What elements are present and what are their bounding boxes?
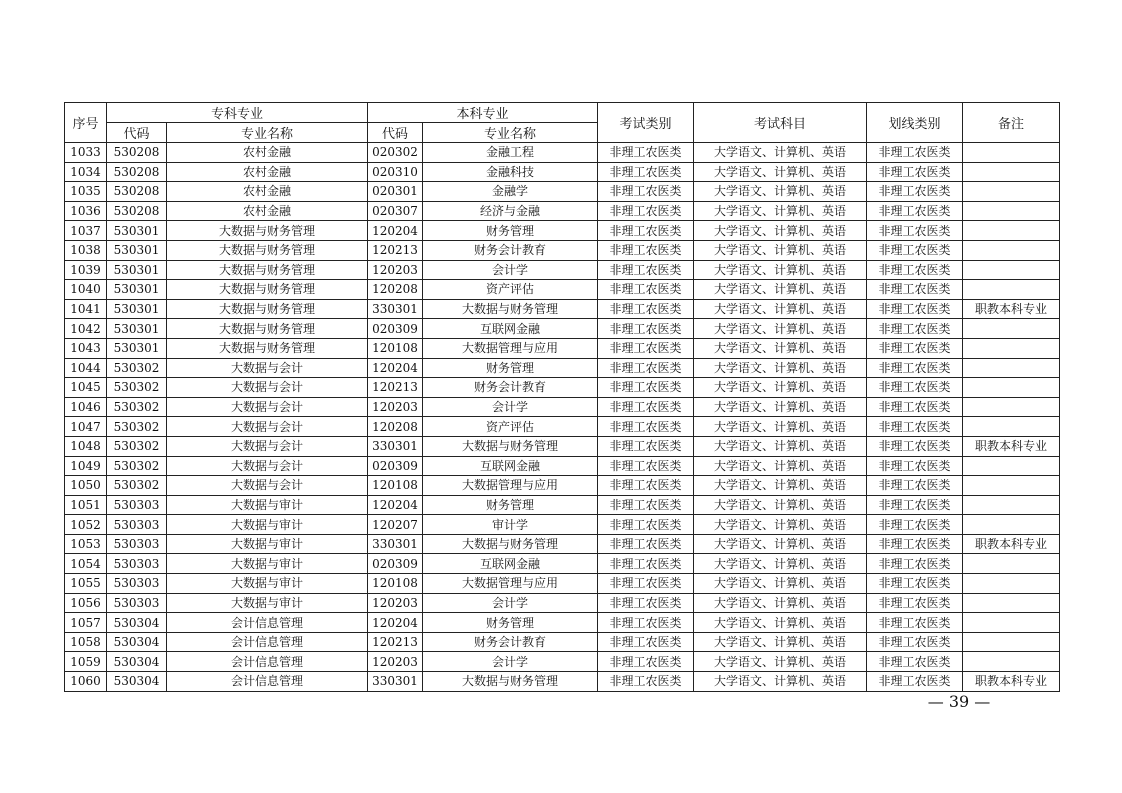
cell-remark — [963, 240, 1060, 260]
cell-zhuanke-name: 农村金融 — [167, 182, 368, 202]
cell-benke-code: 020309 — [368, 319, 423, 339]
cell-exam-subjects: 大学语文、计算机、英语 — [694, 417, 867, 437]
cell-benke-name: 会计学 — [423, 593, 598, 613]
cell-exam-subjects: 大学语文、计算机、英语 — [694, 476, 867, 496]
cell-seq: 1038 — [65, 240, 107, 260]
cell-exam-subjects: 大学语文、计算机、英语 — [694, 221, 867, 241]
cell-line-type: 非理工农医类 — [867, 613, 963, 633]
cell-line-type: 非理工农医类 — [867, 143, 963, 163]
cell-benke-name: 互联网金融 — [423, 319, 598, 339]
cell-seq: 1044 — [65, 358, 107, 378]
table-row — [65, 182, 1060, 202]
cell-zhuanke-code: 530304 — [107, 632, 167, 652]
cell-line-type: 非理工农医类 — [867, 495, 963, 515]
cell-benke-name: 大数据管理与应用 — [423, 476, 598, 496]
cell-exam-type: 非理工农医类 — [598, 534, 694, 554]
cell-benke-code: 120204 — [368, 358, 423, 378]
cell-seq: 1046 — [65, 397, 107, 417]
cell-zhuanke-code: 530304 — [107, 672, 167, 692]
cell-exam-type: 非理工农医类 — [598, 456, 694, 476]
header-remark: 备注 — [963, 103, 1060, 143]
table-row — [65, 436, 1060, 456]
cell-exam-type: 非理工农医类 — [598, 358, 694, 378]
cell-benke-name: 财务管理 — [423, 358, 598, 378]
cell-zhuanke-name: 大数据与审计 — [167, 593, 368, 613]
cell-zhuanke-name: 大数据与会计 — [167, 378, 368, 398]
cell-seq: 1058 — [65, 632, 107, 652]
cell-benke-name: 财务管理 — [423, 495, 598, 515]
cell-remark — [963, 319, 1060, 339]
table-row — [65, 574, 1060, 594]
table-row — [65, 162, 1060, 182]
cell-zhuanke-code: 530208 — [107, 182, 167, 202]
cell-line-type: 非理工农医类 — [867, 221, 963, 241]
cell-exam-subjects: 大学语文、计算机、英语 — [694, 162, 867, 182]
cell-exam-type: 非理工农医类 — [598, 476, 694, 496]
cell-exam-subjects: 大学语文、计算机、英语 — [694, 143, 867, 163]
cell-benke-name: 会计学 — [423, 397, 598, 417]
table-row — [65, 476, 1060, 496]
cell-zhuanke-name: 大数据与审计 — [167, 534, 368, 554]
cell-exam-type: 非理工农医类 — [598, 515, 694, 535]
table-row — [65, 378, 1060, 398]
cell-zhuanke-code: 530303 — [107, 534, 167, 554]
cell-exam-subjects: 大学语文、计算机、英语 — [694, 534, 867, 554]
cell-benke-name: 财务管理 — [423, 221, 598, 241]
cell-benke-name: 大数据管理与应用 — [423, 338, 598, 358]
cell-remark — [963, 417, 1060, 437]
cell-benke-code: 120108 — [368, 476, 423, 496]
cell-zhuanke-code: 530302 — [107, 358, 167, 378]
cell-remark — [963, 574, 1060, 594]
cell-zhuanke-code: 530303 — [107, 515, 167, 535]
cell-remark — [963, 358, 1060, 378]
cell-exam-type: 非理工农医类 — [598, 162, 694, 182]
cell-exam-type: 非理工农医类 — [598, 182, 694, 202]
cell-benke-name: 会计学 — [423, 652, 598, 672]
cell-exam-subjects: 大学语文、计算机、英语 — [694, 436, 867, 456]
cell-benke-name: 资产评估 — [423, 280, 598, 300]
cell-line-type: 非理工农医类 — [867, 397, 963, 417]
cell-seq: 1049 — [65, 456, 107, 476]
cell-benke-name: 财务会计教育 — [423, 632, 598, 652]
cell-benke-name: 财务管理 — [423, 613, 598, 633]
cell-exam-type: 非理工农医类 — [598, 417, 694, 437]
cell-zhuanke-name: 大数据与会计 — [167, 436, 368, 456]
header-benke-code: 代码 — [368, 123, 423, 143]
cell-seq: 1040 — [65, 280, 107, 300]
cell-exam-type: 非理工农医类 — [598, 613, 694, 633]
cell-benke-code: 120213 — [368, 378, 423, 398]
cell-exam-type: 非理工农医类 — [598, 495, 694, 515]
page-number: — 39 — — [927, 692, 991, 711]
cell-seq: 1057 — [65, 613, 107, 633]
cell-seq: 1035 — [65, 182, 107, 202]
cell-line-type: 非理工农医类 — [867, 201, 963, 221]
cell-remark — [963, 554, 1060, 574]
cell-exam-subjects: 大学语文、计算机、英语 — [694, 652, 867, 672]
cell-benke-code: 120213 — [368, 632, 423, 652]
cell-line-type: 非理工农医类 — [867, 476, 963, 496]
cell-zhuanke-code: 530301 — [107, 280, 167, 300]
header-benke: 本科专业 — [368, 103, 598, 123]
table-row — [65, 632, 1060, 652]
cell-benke-code: 120204 — [368, 221, 423, 241]
cell-zhuanke-code: 530301 — [107, 240, 167, 260]
cell-exam-type: 非理工农医类 — [598, 378, 694, 398]
cell-exam-type: 非理工农医类 — [598, 652, 694, 672]
cell-remark — [963, 221, 1060, 241]
cell-exam-type: 非理工农医类 — [598, 260, 694, 280]
cell-exam-subjects: 大学语文、计算机、英语 — [694, 240, 867, 260]
cell-seq: 1050 — [65, 476, 107, 496]
cell-exam-subjects: 大学语文、计算机、英语 — [694, 201, 867, 221]
cell-benke-name: 互联网金融 — [423, 554, 598, 574]
cell-zhuanke-name: 农村金融 — [167, 201, 368, 221]
cell-benke-name: 财务会计教育 — [423, 240, 598, 260]
cell-remark — [963, 162, 1060, 182]
cell-benke-code: 330301 — [368, 299, 423, 319]
table-row — [65, 358, 1060, 378]
table-row — [65, 280, 1060, 300]
cell-exam-type: 非理工农医类 — [598, 397, 694, 417]
cell-remark — [963, 378, 1060, 398]
cell-benke-code: 120108 — [368, 574, 423, 594]
cell-line-type: 非理工农医类 — [867, 534, 963, 554]
cell-benke-name: 大数据与财务管理 — [423, 534, 598, 554]
cell-exam-type: 非理工农医类 — [598, 143, 694, 163]
cell-seq: 1052 — [65, 515, 107, 535]
cell-line-type: 非理工农医类 — [867, 417, 963, 437]
cell-exam-type: 非理工农医类 — [598, 280, 694, 300]
table-row — [65, 652, 1060, 672]
cell-benke-code: 120204 — [368, 495, 423, 515]
cell-line-type: 非理工农医类 — [867, 358, 963, 378]
cell-remark — [963, 652, 1060, 672]
cell-line-type: 非理工农医类 — [867, 319, 963, 339]
cell-benke-name: 财务会计教育 — [423, 378, 598, 398]
cell-zhuanke-name: 会计信息管理 — [167, 632, 368, 652]
cell-remark — [963, 338, 1060, 358]
cell-benke-name: 大数据与财务管理 — [423, 672, 598, 692]
cell-remark — [963, 632, 1060, 652]
cell-zhuanke-name: 大数据与会计 — [167, 476, 368, 496]
cell-zhuanke-name: 大数据与审计 — [167, 574, 368, 594]
cell-zhuanke-name: 大数据与财务管理 — [167, 299, 368, 319]
cell-line-type: 非理工农医类 — [867, 574, 963, 594]
cell-zhuanke-code: 530301 — [107, 299, 167, 319]
cell-exam-type: 非理工农医类 — [598, 319, 694, 339]
cell-zhuanke-code: 530301 — [107, 260, 167, 280]
table-row — [65, 495, 1060, 515]
cell-exam-type: 非理工农医类 — [598, 632, 694, 652]
cell-benke-code: 020302 — [368, 143, 423, 163]
cell-exam-type: 非理工农医类 — [598, 672, 694, 692]
cell-zhuanke-code: 530302 — [107, 417, 167, 437]
cell-zhuanke-name: 大数据与财务管理 — [167, 240, 368, 260]
cell-zhuanke-code: 530208 — [107, 143, 167, 163]
cell-exam-subjects: 大学语文、计算机、英语 — [694, 593, 867, 613]
cell-benke-name: 金融工程 — [423, 143, 598, 163]
table-row — [65, 456, 1060, 476]
cell-seq: 1041 — [65, 299, 107, 319]
cell-zhuanke-name: 大数据与会计 — [167, 358, 368, 378]
cell-seq: 1059 — [65, 652, 107, 672]
cell-seq: 1053 — [65, 534, 107, 554]
table-row — [65, 338, 1060, 358]
cell-zhuanke-code: 530304 — [107, 652, 167, 672]
cell-remark: 职教本科专业 — [963, 534, 1060, 554]
cell-zhuanke-name: 大数据与会计 — [167, 397, 368, 417]
cell-exam-subjects: 大学语文、计算机、英语 — [694, 456, 867, 476]
cell-line-type: 非理工农医类 — [867, 240, 963, 260]
cell-seq: 1060 — [65, 672, 107, 692]
table-row — [65, 534, 1060, 554]
cell-remark: 职教本科专业 — [963, 436, 1060, 456]
cell-benke-code: 120203 — [368, 260, 423, 280]
cell-zhuanke-name: 农村金融 — [167, 143, 368, 163]
cell-zhuanke-name: 农村金融 — [167, 162, 368, 182]
cell-seq: 1039 — [65, 260, 107, 280]
header-zhuanke-name: 专业名称 — [167, 123, 368, 143]
cell-zhuanke-name: 大数据与审计 — [167, 495, 368, 515]
cell-seq: 1051 — [65, 495, 107, 515]
table-row — [65, 240, 1060, 260]
cell-exam-subjects: 大学语文、计算机、英语 — [694, 515, 867, 535]
table-header — [65, 103, 1060, 143]
cell-remark — [963, 515, 1060, 535]
header-zhuanke-code: 代码 — [107, 123, 167, 143]
cell-benke-name: 金融学 — [423, 182, 598, 202]
cell-zhuanke-name: 大数据与财务管理 — [167, 260, 368, 280]
cell-exam-subjects: 大学语文、计算机、英语 — [694, 397, 867, 417]
table-row — [65, 554, 1060, 574]
major-table — [64, 102, 1060, 692]
cell-zhuanke-code: 530304 — [107, 613, 167, 633]
cell-remark: 职教本科专业 — [963, 672, 1060, 692]
cell-benke-code: 330301 — [368, 672, 423, 692]
cell-zhuanke-code: 530208 — [107, 201, 167, 221]
cell-benke-code: 120208 — [368, 417, 423, 437]
cell-benke-code: 120207 — [368, 515, 423, 535]
cell-seq: 1043 — [65, 338, 107, 358]
cell-remark — [963, 613, 1060, 633]
cell-zhuanke-code: 530303 — [107, 593, 167, 613]
cell-exam-type: 非理工农医类 — [598, 436, 694, 456]
cell-remark: 职教本科专业 — [963, 299, 1060, 319]
cell-seq: 1045 — [65, 378, 107, 398]
cell-seq: 1042 — [65, 319, 107, 339]
cell-zhuanke-name: 会计信息管理 — [167, 672, 368, 692]
cell-zhuanke-name: 会计信息管理 — [167, 652, 368, 672]
table-row — [65, 613, 1060, 633]
cell-benke-code: 020310 — [368, 162, 423, 182]
cell-seq: 1037 — [65, 221, 107, 241]
cell-line-type: 非理工农医类 — [867, 456, 963, 476]
cell-benke-code: 120108 — [368, 338, 423, 358]
cell-zhuanke-code: 530301 — [107, 319, 167, 339]
cell-benke-code: 120203 — [368, 652, 423, 672]
cell-exam-type: 非理工农医类 — [598, 221, 694, 241]
cell-line-type: 非理工农医类 — [867, 515, 963, 535]
cell-zhuanke-name: 大数据与审计 — [167, 554, 368, 574]
cell-benke-code: 330301 — [368, 436, 423, 456]
cell-exam-type: 非理工农医类 — [598, 554, 694, 574]
cell-zhuanke-code: 530302 — [107, 397, 167, 417]
cell-zhuanke-name: 大数据与会计 — [167, 417, 368, 437]
cell-line-type: 非理工农医类 — [867, 652, 963, 672]
cell-exam-type: 非理工农医类 — [598, 240, 694, 260]
cell-benke-name: 金融科技 — [423, 162, 598, 182]
cell-benke-code: 020307 — [368, 201, 423, 221]
cell-zhuanke-name: 大数据与会计 — [167, 456, 368, 476]
cell-remark — [963, 201, 1060, 221]
cell-seq: 1056 — [65, 593, 107, 613]
table-row — [65, 260, 1060, 280]
cell-exam-subjects: 大学语文、计算机、英语 — [694, 574, 867, 594]
cell-benke-code: 020309 — [368, 554, 423, 574]
cell-benke-name: 资产评估 — [423, 417, 598, 437]
cell-benke-name: 大数据管理与应用 — [423, 574, 598, 594]
cell-benke-name: 审计学 — [423, 515, 598, 535]
cell-exam-subjects: 大学语文、计算机、英语 — [694, 613, 867, 633]
cell-zhuanke-code: 530303 — [107, 574, 167, 594]
table-row — [65, 417, 1060, 437]
cell-exam-subjects: 大学语文、计算机、英语 — [694, 378, 867, 398]
cell-seq: 1036 — [65, 201, 107, 221]
table-row — [65, 593, 1060, 613]
cell-exam-subjects: 大学语文、计算机、英语 — [694, 632, 867, 652]
cell-remark — [963, 593, 1060, 613]
cell-benke-code: 120203 — [368, 593, 423, 613]
cell-seq: 1055 — [65, 574, 107, 594]
cell-seq: 1033 — [65, 143, 107, 163]
cell-line-type: 非理工农医类 — [867, 436, 963, 456]
header-seq: 序号 — [65, 103, 107, 143]
cell-zhuanke-name: 大数据与财务管理 — [167, 280, 368, 300]
cell-benke-name: 互联网金融 — [423, 456, 598, 476]
cell-line-type: 非理工农医类 — [867, 299, 963, 319]
cell-zhuanke-code: 530302 — [107, 476, 167, 496]
cell-exam-subjects: 大学语文、计算机、英语 — [694, 672, 867, 692]
table-row — [65, 299, 1060, 319]
cell-zhuanke-code: 530301 — [107, 338, 167, 358]
table-row — [65, 221, 1060, 241]
cell-remark — [963, 495, 1060, 515]
cell-exam-subjects: 大学语文、计算机、英语 — [694, 260, 867, 280]
cell-exam-subjects: 大学语文、计算机、英语 — [694, 319, 867, 339]
cell-benke-code: 330301 — [368, 534, 423, 554]
cell-remark — [963, 260, 1060, 280]
header-zhuanke: 专科专业 — [107, 103, 368, 123]
cell-remark — [963, 182, 1060, 202]
cell-zhuanke-code: 530303 — [107, 554, 167, 574]
cell-zhuanke-name: 大数据与财务管理 — [167, 221, 368, 241]
cell-benke-code: 120204 — [368, 613, 423, 633]
cell-line-type: 非理工农医类 — [867, 378, 963, 398]
cell-seq: 1034 — [65, 162, 107, 182]
cell-line-type: 非理工农医类 — [867, 672, 963, 692]
cell-benke-code: 020301 — [368, 182, 423, 202]
cell-remark — [963, 143, 1060, 163]
cell-line-type: 非理工农医类 — [867, 162, 963, 182]
cell-exam-type: 非理工农医类 — [598, 574, 694, 594]
header-exam-subjects: 考试科目 — [694, 103, 867, 143]
cell-line-type: 非理工农医类 — [867, 554, 963, 574]
cell-line-type: 非理工农医类 — [867, 632, 963, 652]
cell-benke-code: 120208 — [368, 280, 423, 300]
table-body — [65, 143, 1060, 692]
cell-benke-name: 会计学 — [423, 260, 598, 280]
cell-exam-subjects: 大学语文、计算机、英语 — [694, 495, 867, 515]
cell-zhuanke-name: 大数据与财务管理 — [167, 338, 368, 358]
cell-zhuanke-name: 大数据与审计 — [167, 515, 368, 535]
cell-exam-subjects: 大学语文、计算机、英语 — [694, 280, 867, 300]
cell-line-type: 非理工农医类 — [867, 260, 963, 280]
cell-zhuanke-code: 530208 — [107, 162, 167, 182]
cell-remark — [963, 476, 1060, 496]
cell-zhuanke-code: 530302 — [107, 436, 167, 456]
header-benke-name: 专业名称 — [423, 123, 598, 143]
cell-seq: 1054 — [65, 554, 107, 574]
cell-remark — [963, 397, 1060, 417]
cell-seq: 1047 — [65, 417, 107, 437]
cell-seq: 1048 — [65, 436, 107, 456]
cell-line-type: 非理工农医类 — [867, 593, 963, 613]
table-row — [65, 672, 1060, 692]
table-row — [65, 201, 1060, 221]
header-line-type: 划线类别 — [867, 103, 963, 143]
cell-exam-subjects: 大学语文、计算机、英语 — [694, 338, 867, 358]
cell-remark — [963, 456, 1060, 476]
cell-zhuanke-code: 530301 — [107, 221, 167, 241]
table-row — [65, 143, 1060, 163]
table-row — [65, 319, 1060, 339]
cell-benke-name: 经济与金融 — [423, 201, 598, 221]
cell-benke-code: 020309 — [368, 456, 423, 476]
cell-exam-type: 非理工农医类 — [598, 201, 694, 221]
table-row — [65, 397, 1060, 417]
cell-exam-subjects: 大学语文、计算机、英语 — [694, 358, 867, 378]
cell-benke-name: 大数据与财务管理 — [423, 299, 598, 319]
header-exam-type: 考试类别 — [598, 103, 694, 143]
cell-line-type: 非理工农医类 — [867, 338, 963, 358]
cell-exam-type: 非理工农医类 — [598, 299, 694, 319]
cell-remark — [963, 280, 1060, 300]
cell-line-type: 非理工农医类 — [867, 280, 963, 300]
cell-exam-subjects: 大学语文、计算机、英语 — [694, 299, 867, 319]
table-row — [65, 515, 1060, 535]
cell-zhuanke-name: 大数据与财务管理 — [167, 319, 368, 339]
cell-zhuanke-code: 530303 — [107, 495, 167, 515]
cell-exam-subjects: 大学语文、计算机、英语 — [694, 554, 867, 574]
cell-zhuanke-name: 会计信息管理 — [167, 613, 368, 633]
cell-line-type: 非理工农医类 — [867, 182, 963, 202]
cell-exam-type: 非理工农医类 — [598, 593, 694, 613]
cell-exam-subjects: 大学语文、计算机、英语 — [694, 182, 867, 202]
cell-zhuanke-code: 530302 — [107, 456, 167, 476]
cell-zhuanke-code: 530302 — [107, 378, 167, 398]
cell-benke-code: 120203 — [368, 397, 423, 417]
cell-exam-type: 非理工农医类 — [598, 338, 694, 358]
cell-benke-code: 120213 — [368, 240, 423, 260]
cell-benke-name: 大数据与财务管理 — [423, 436, 598, 456]
